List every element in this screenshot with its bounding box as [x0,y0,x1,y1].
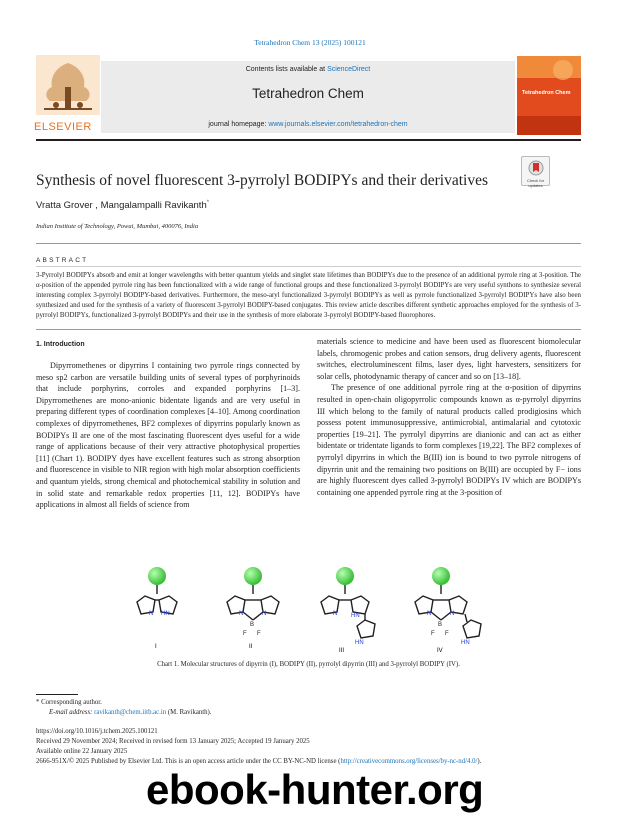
homepage-prefix: journal homepage: [208,121,269,128]
molecule-dipyrrin [137,567,177,617]
elsevier-logo [36,55,100,131]
license-prefix: 2666-951X/© 2025 Published by Elsevier Ltd. This is an open access article under the CC BY-NC-ND license ( [36,758,341,765]
sciencedirect-link[interactable]: ScienceDirect [327,66,371,73]
contents-line [101,66,515,73]
molecule-pyrrolyl-dipyrrin [321,567,375,646]
svg-text:N: N [427,611,432,617]
license-link[interactable]: http://creativecommons.org/licenses/by-nc-nd/4.0/ [340,758,478,765]
email-link[interactable]: ravikanth@chem.iitb.ac.in [94,709,167,716]
svg-text:N: N [333,611,338,617]
svg-text:HN: HN [161,611,170,617]
contents-prefix: Contents lists available at [245,66,328,73]
corresponding-mark[interactable]: * [206,200,210,206]
homepage-line [101,121,515,128]
corresponding-footnote: * Corresponding author. [36,699,102,706]
cover-title: Tetrahedron Chem [522,90,571,96]
abstract-text: 3-Pyrrolyl BODIPYs absorb and emit at longer wavelengths with better quantum yields and singlet state lifetimes than BODIPYs due to the presence of an additional pyrrole ring at 3-position. The α-position of the appended pyrrole ring has been functionalized with a wide range of functional groups and these functionalized 3-pyrrolyl BODIPYs are very useful synthons to synthesize several interesting complex 3-pyrrolyl BODIPY-based derivatives. Furthermore, the meso-aryl functionalized 3-pyrrolyl BODIPYs as well as pyrrole functionalized 3-pyrrolyl BODIPYs have also been synthesized and used for the synthesis of a variety of fluorescent 3-pyrrolyl BODIPY-based conjugates. This review article describes different synthetic approaches employed for the synthesis of 3-pyrrolyl BODIPYs, functionalized 3-pyrrolyl BODIPYs and their use in the synthesis of more elaborate 3-pyrrolyl BODIPY-based fluorophores. [36,272,581,320]
watermark-text: ebook-hunter.org [146,766,484,813]
section-heading: 1. Introduction [36,341,85,348]
svg-text:HN: HN [461,640,470,646]
molecule-label-ii: II [249,644,253,650]
author-names: Vratta Grover , Mangalampalli Ravikanth [36,200,207,212]
molecule-label-i: I [155,644,157,650]
molecule-3-pyrrolyl-bodipy [415,567,481,646]
svg-text:F: F [243,631,247,637]
email-footnote [49,708,212,718]
abstract-top-rule [36,243,581,244]
svg-text:N: N [450,611,455,617]
footnote-rule [36,694,78,695]
svg-text:B: B [250,622,255,628]
check-updates-icon [527,159,545,177]
svg-text:N: N [262,611,267,617]
molecule-label-iv: IV [437,648,443,654]
doi-link[interactable]: https://doi.org/10.1016/j.tchem.2025.100121 [36,728,158,735]
svg-text:F: F [445,631,449,637]
svg-text:B: B [438,622,443,628]
check-for-updates-button[interactable] [521,156,550,186]
left-column [36,360,300,511]
molecule-label-iii: III [339,648,345,654]
email-suffix: (M. Ravikanth). [166,709,212,716]
svg-text:F: F [257,631,261,637]
journal-reference[interactable]: Tetrahedron Chem 13 (2025) 100121 [254,38,366,47]
article-title: Synthesis of novel fluorescent 3-pyrrolyl BODIPYs and their derivatives [36,172,488,189]
abstract-heading-rule [36,266,581,267]
chart-1-molecules [115,560,535,655]
publisher-name: ELSEVIER [34,121,92,133]
right-column-para-1: materials science to medicine and have been used as fluorescent biomolecular labels, chromogenic probes and cation sensors, drug delivery agents, fluorescent switches, electroluminescent films, laser dyes, light harvesters, sensitizers for solar cells, photodynamic therapy of cancer and so on [13–18]. [317,337,581,381]
email-prefix: E-mail address: [49,709,95,716]
right-column [317,336,581,498]
authors [36,200,209,211]
svg-text:N: N [239,611,244,617]
chart-caption: Chart 1. Molecular structures of dipyrrin (I), BODIPY (II), pyrrolyl dipyrrin (III) and 3-pyrrolyl BODIPY (IV). [157,661,460,668]
svg-text:HN: HN [355,640,364,646]
abstract-bottom-rule [36,329,581,330]
affiliation: Indian Institute of Technology, Powai, Mumbai, 400076, India [36,223,199,230]
svg-text:HN: HN [351,613,360,619]
available-online: Available online 22 January 2025 [36,748,128,755]
homepage-link[interactable]: www.journals.elsevier.com/tetrahedron-chem [268,121,408,128]
journal-name: Tetrahedron Chem [252,86,364,101]
right-column-para-2: The presence of one additional pyrrole ring at the α-position of dipyrrins resulted in open-chain oligopyrrolic compounds known as α-pyrrolyl dipyrrins III which belong to the family of natural products called prodigiosins which possess potent immunosuppressive, antimicrobial, antimalarial and cytotoxic properties [19–21]. The pyrrolyl dipyrrins are dianionic and can act as either bidentate or tridentate ligands to form complexes [19,22]. The BF2 complexes of pyrrolyl dipyrrins in which the B(III) ion is bound to two pyrrole nitrogens of dipyrrin unit and the remaining two positions on B(III) are occupied by F− ions are highly fluorescent dyes called 3-pyrrolyl BODIPYs IV which are BODIPYs containing one appended pyrrole ring at the 3-position of [317,383,581,497]
check-updates-label: Check for updates [526,178,545,188]
svg-text:N: N [149,611,154,617]
received-dates: Received 29 November 2024; Received in revised form 13 January 2025; Accepted 19 January 2025 [36,738,310,745]
svg-text:F: F [431,631,435,637]
header-rule [36,139,581,141]
molecule-bodipy [227,567,279,637]
license-suffix: ). [477,758,482,765]
left-column-text: Dipyrromethenes or dipyrrins I containing two pyrrole rings connected by meso sp2 carbon are versatile building units of several types of porphyrinoids that include porphyrins, corroles and expanded porphyrins [1–3]. Dipyrromethenes are mono-anionic bidentate ligands and are very useful in preparing different types of coordination complexes [4–10]. Among coordination complexes of dipyrromethenes, BF2 complexes of dipyrrins popularly known as BODIPYs II are one of the most fascinating fluorescent dyes useful for a wide range of applications because of their very attractive photophysical properties [11] (Chart 1). BODIPY dyes have excellent features such as strong absorption and fluorescence in visible to NIR region with high molar absorption coefficients and quantum yields, strong chemical and photochemical stability in solution and in solid state and remarkable redox properties [11, 12]. BODIPYs have applications in almost all fields of science from [36,361,300,510]
abstract-heading: ABSTRACT [36,257,89,264]
